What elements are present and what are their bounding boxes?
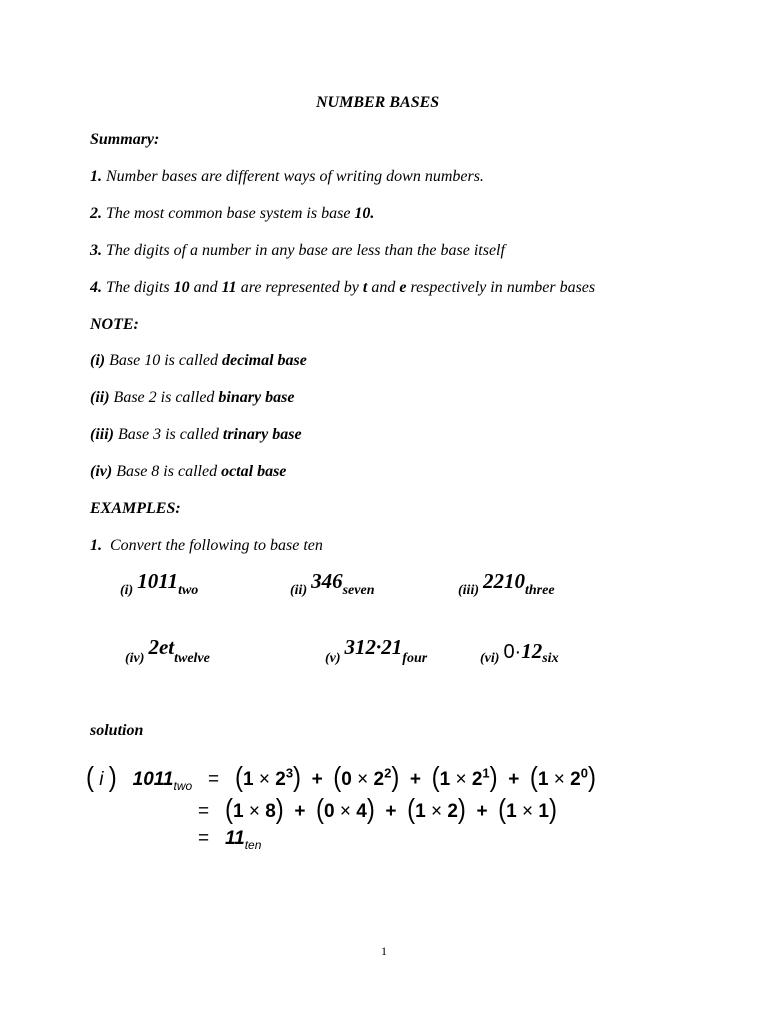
item-bold: decimal base — [221, 352, 307, 369]
note-item-2 — [90, 389, 294, 407]
item-text: The digits of a number in any base are less than the base itself — [102, 242, 505, 259]
plus-sign: + — [476, 801, 488, 822]
item-number: 3. — [90, 242, 102, 259]
example-number: 346 — [311, 569, 343, 593]
example-iv — [125, 635, 210, 668]
equals-sign: = — [198, 828, 210, 849]
example-base: seven — [342, 583, 375, 598]
example-base: twelve — [174, 651, 210, 666]
question-number: 1. — [90, 537, 102, 554]
examples-heading: EXAMPLES: — [90, 500, 181, 517]
summary-item-2 — [90, 205, 374, 223]
item-label: (i) — [90, 352, 106, 369]
item-bold: octal base — [221, 463, 287, 480]
lhs-base: two — [173, 778, 193, 793]
summary-heading: Summary: — [90, 131, 160, 148]
solution-label: i — [99, 769, 104, 790]
plus-sign: + — [409, 769, 422, 790]
plus-sign: + — [508, 769, 520, 790]
item-label: (iii) — [90, 426, 114, 443]
item-text: Base 2 is called — [109, 389, 219, 406]
term-base: 2 — [275, 769, 286, 790]
times-sign: × — [522, 801, 534, 822]
item-number: 4. — [90, 279, 102, 296]
term-coefficient: 0 — [324, 801, 335, 822]
item-bold: binary base — [218, 389, 295, 406]
equals-sign: = — [208, 769, 220, 790]
note-item-1 — [90, 352, 307, 370]
item-number: 2. — [90, 205, 102, 222]
summary-item-1 — [90, 168, 484, 186]
example-label: (v) — [325, 651, 341, 666]
times-sign: × — [248, 801, 260, 822]
term-power: 1 — [482, 765, 490, 781]
term-base: 2 — [570, 769, 581, 790]
plus-sign: + — [311, 769, 323, 790]
example-number: 2et — [148, 635, 175, 659]
times-sign: × — [258, 769, 270, 790]
item-label: (iv) — [90, 463, 113, 480]
plus-sign: + — [385, 801, 397, 822]
item-bold: 10 — [173, 279, 190, 296]
example-label: (iv) — [125, 651, 145, 666]
example-base: six — [542, 651, 559, 666]
summary-item-4 — [90, 279, 595, 297]
term-power: 2 — [384, 765, 392, 781]
example-label: (i) — [120, 583, 134, 598]
item-text: Base 10 is called — [105, 352, 222, 369]
solution-line-1: ( i ) $1011_{two}$ = $(1 \times 2^3) + (0 \times 2^2) + (1 \times 2^1) + (1 \times 2^0)$ — [86, 761, 596, 793]
note-item-4 — [90, 463, 286, 481]
lhs-number: 1011 — [132, 769, 174, 790]
term-coefficient: 1 — [439, 769, 451, 790]
term-coefficient: 1 — [506, 801, 517, 822]
example-number: 12 — [521, 639, 543, 663]
term-coefficient: 1 — [415, 801, 426, 822]
times-sign: × — [455, 769, 467, 790]
term-coefficient: 0 — [341, 769, 352, 790]
item-text: and — [367, 279, 400, 296]
summary-item-3 — [90, 242, 505, 260]
item-number: 1. — [90, 168, 102, 185]
solution-line-3 — [198, 828, 261, 852]
term-value: 2 — [447, 801, 458, 822]
times-sign: × — [553, 769, 565, 790]
item-label: (ii) — [90, 389, 110, 406]
example-label: (ii) — [290, 583, 308, 598]
result-number: 11 — [224, 828, 245, 849]
item-text: are represented by — [236, 279, 363, 296]
page-title: NUMBER BASES — [316, 94, 440, 111]
page-number: 1 — [381, 944, 387, 958]
question-text: Convert the following to base ten — [110, 537, 323, 554]
term-value: 4 — [356, 801, 367, 822]
term-base: 2 — [373, 769, 385, 790]
item-bold: 11 — [221, 279, 237, 296]
note-item-3 — [90, 426, 302, 444]
plus-sign: + — [294, 801, 306, 822]
term-value: 8 — [265, 801, 276, 822]
term-power: 3 — [285, 765, 294, 781]
example-number-prefix: 0· — [503, 641, 522, 663]
example-iii — [458, 569, 555, 600]
item-text: respectively in number bases — [406, 279, 596, 296]
item-text: Number bases are different ways of writing down numbers. — [102, 168, 484, 185]
equals-sign: = — [198, 801, 210, 822]
item-text: The digits — [102, 279, 174, 296]
example-vi — [480, 639, 559, 668]
term-coefficient: 1 — [232, 801, 244, 822]
times-sign: × — [357, 769, 369, 790]
example-number: 312·21 — [344, 635, 403, 659]
note-heading: NOTE: — [90, 316, 139, 333]
item-text: and — [189, 279, 222, 296]
item-bold: t — [362, 279, 368, 296]
example-v — [325, 635, 428, 668]
example-number: 1011 — [137, 569, 179, 593]
term-coefficient: 1 — [537, 769, 549, 790]
item-text: The most common base system is base — [102, 205, 355, 222]
solution-line-2: = (1 × 8) + (0 × 4) + (1 × 2) + (1 × 1) — [198, 793, 557, 825]
solution-heading: solution — [90, 722, 144, 739]
term-coefficient: 1 — [242, 769, 254, 790]
term-base: 2 — [471, 769, 483, 790]
term-power: 0 — [580, 765, 588, 781]
item-bold: trinary base — [222, 426, 302, 443]
term-value: 1 — [538, 801, 549, 822]
example-base: four — [402, 651, 428, 666]
item-text: Base 3 is called — [114, 426, 223, 443]
times-sign: × — [339, 801, 351, 822]
result-base: ten — [244, 837, 262, 852]
item-text: Base 8 is called — [112, 463, 222, 480]
item-bold: 10. — [354, 205, 375, 222]
example-base: two — [178, 583, 199, 598]
examples-question — [90, 537, 323, 555]
example-base: three — [525, 583, 555, 598]
example-label: (vi) — [480, 651, 500, 666]
item-bold: e — [399, 279, 407, 296]
example-label: (iii) — [458, 583, 479, 598]
example-number: 2210 — [483, 569, 525, 593]
example-ii — [290, 569, 375, 600]
example-i — [120, 569, 199, 600]
times-sign: × — [430, 801, 443, 822]
